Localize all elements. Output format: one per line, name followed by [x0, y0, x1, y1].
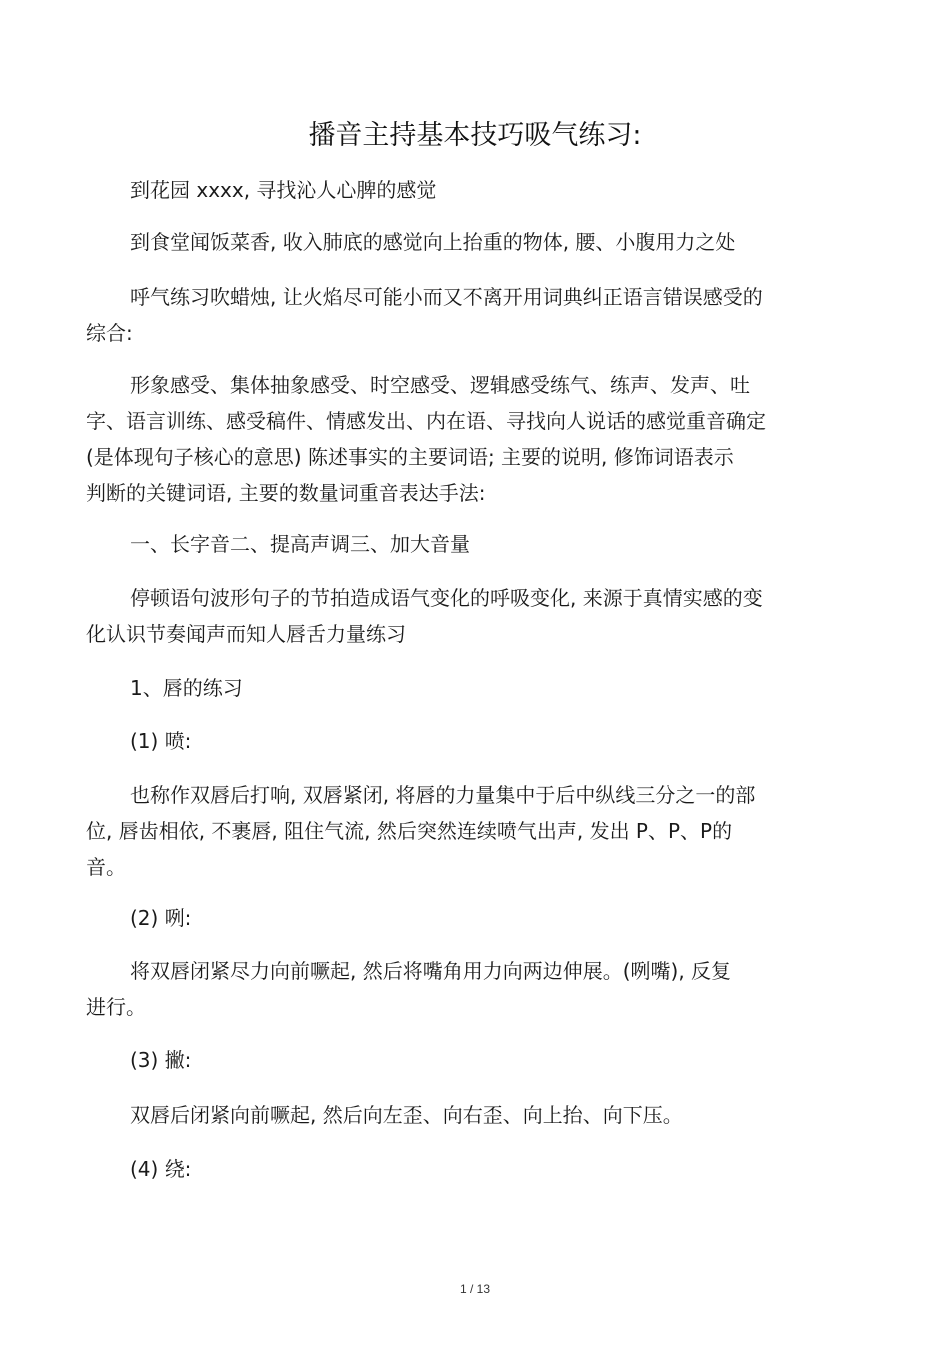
text-line: 综合:	[86, 321, 133, 345]
heading-pie	[86, 1042, 856, 1078]
page-indicator: 1 / 13	[459, 1282, 491, 1296]
text-line: 也称作双唇后打响, 双唇紧闭, 将唇的力量集中于后中纵线三分之一的部	[130, 783, 756, 807]
paragraph-pause	[86, 580, 856, 652]
text-line: 位, 唇齿相依, 不裹唇, 阻住气流, 然后突然连续喷气出声, 发出 P、P、P的	[86, 819, 733, 843]
paragraph-lie-description	[86, 953, 856, 1025]
text-line: (1) 喷:	[130, 729, 192, 753]
text-line: 停顿语句波形句子的节拍造成语气变化的呼吸变化, 来源于真情实感的变	[130, 586, 763, 610]
text-line: (是体现句子核心的意思) 陈述事实的主要词语; 主要的说明, 修饰词语表示	[86, 445, 734, 469]
text-line: 1、唇的练习	[130, 676, 243, 700]
text-line: 音。	[86, 855, 126, 879]
paragraph-stress-methods	[86, 526, 856, 562]
text-line: 到食堂闻饭菜香, 收入肺底的感觉向上抬重的物体, 腰、小腹用力之处	[130, 230, 736, 254]
paragraph-pie-description	[86, 1097, 856, 1133]
heading-pen	[86, 723, 856, 759]
heading-lip-practice	[86, 670, 856, 706]
text-line: (2) 咧:	[130, 906, 192, 930]
paragraph-garden	[86, 172, 856, 208]
text-line: 形象感受、集体抽象感受、时空感受、逻辑感受练气、练声、发声、吐	[130, 373, 750, 397]
text-line: (3) 撇:	[130, 1048, 192, 1072]
text-line: 一、长字音二、提高声调三、加大音量	[130, 532, 470, 556]
text-line: 将双唇闭紧尽力向前噘起, 然后将嘴角用力向两边伸展。(咧嘴), 反复	[130, 959, 732, 983]
paragraph-pen-description	[86, 777, 856, 885]
text-line: 双唇后闭紧向前噘起, 然后向左歪、向右歪、向上抬、向下压。	[130, 1103, 683, 1127]
text-line: 字、语言训练、感受稿件、情感发出、内在语、寻找向人说话的感觉重音确定	[86, 409, 766, 433]
paragraph-feelings	[86, 367, 856, 511]
text-line: 进行。	[86, 995, 146, 1019]
heading-rao	[86, 1151, 856, 1187]
heading-lie	[86, 900, 856, 936]
text-line: 呼气练习吹蜡烛, 让火焰尽可能小而又不离开用词典纠正语言错误感受的	[130, 285, 763, 309]
text-line: 判断的关键词语, 主要的数量词重音表达手法:	[86, 481, 486, 505]
paragraph-canteen	[86, 224, 856, 260]
text-line: (4) 绕:	[130, 1157, 192, 1181]
document-title: 播音主持基本技巧吸气练习:	[308, 120, 642, 151]
paragraph-exhale	[86, 279, 856, 351]
text-line: 到花园 xxxx, 寻找沁人心脾的感觉	[130, 178, 437, 202]
text-line: 化认识节奏闻声而知人唇舌力量练习	[86, 622, 406, 646]
